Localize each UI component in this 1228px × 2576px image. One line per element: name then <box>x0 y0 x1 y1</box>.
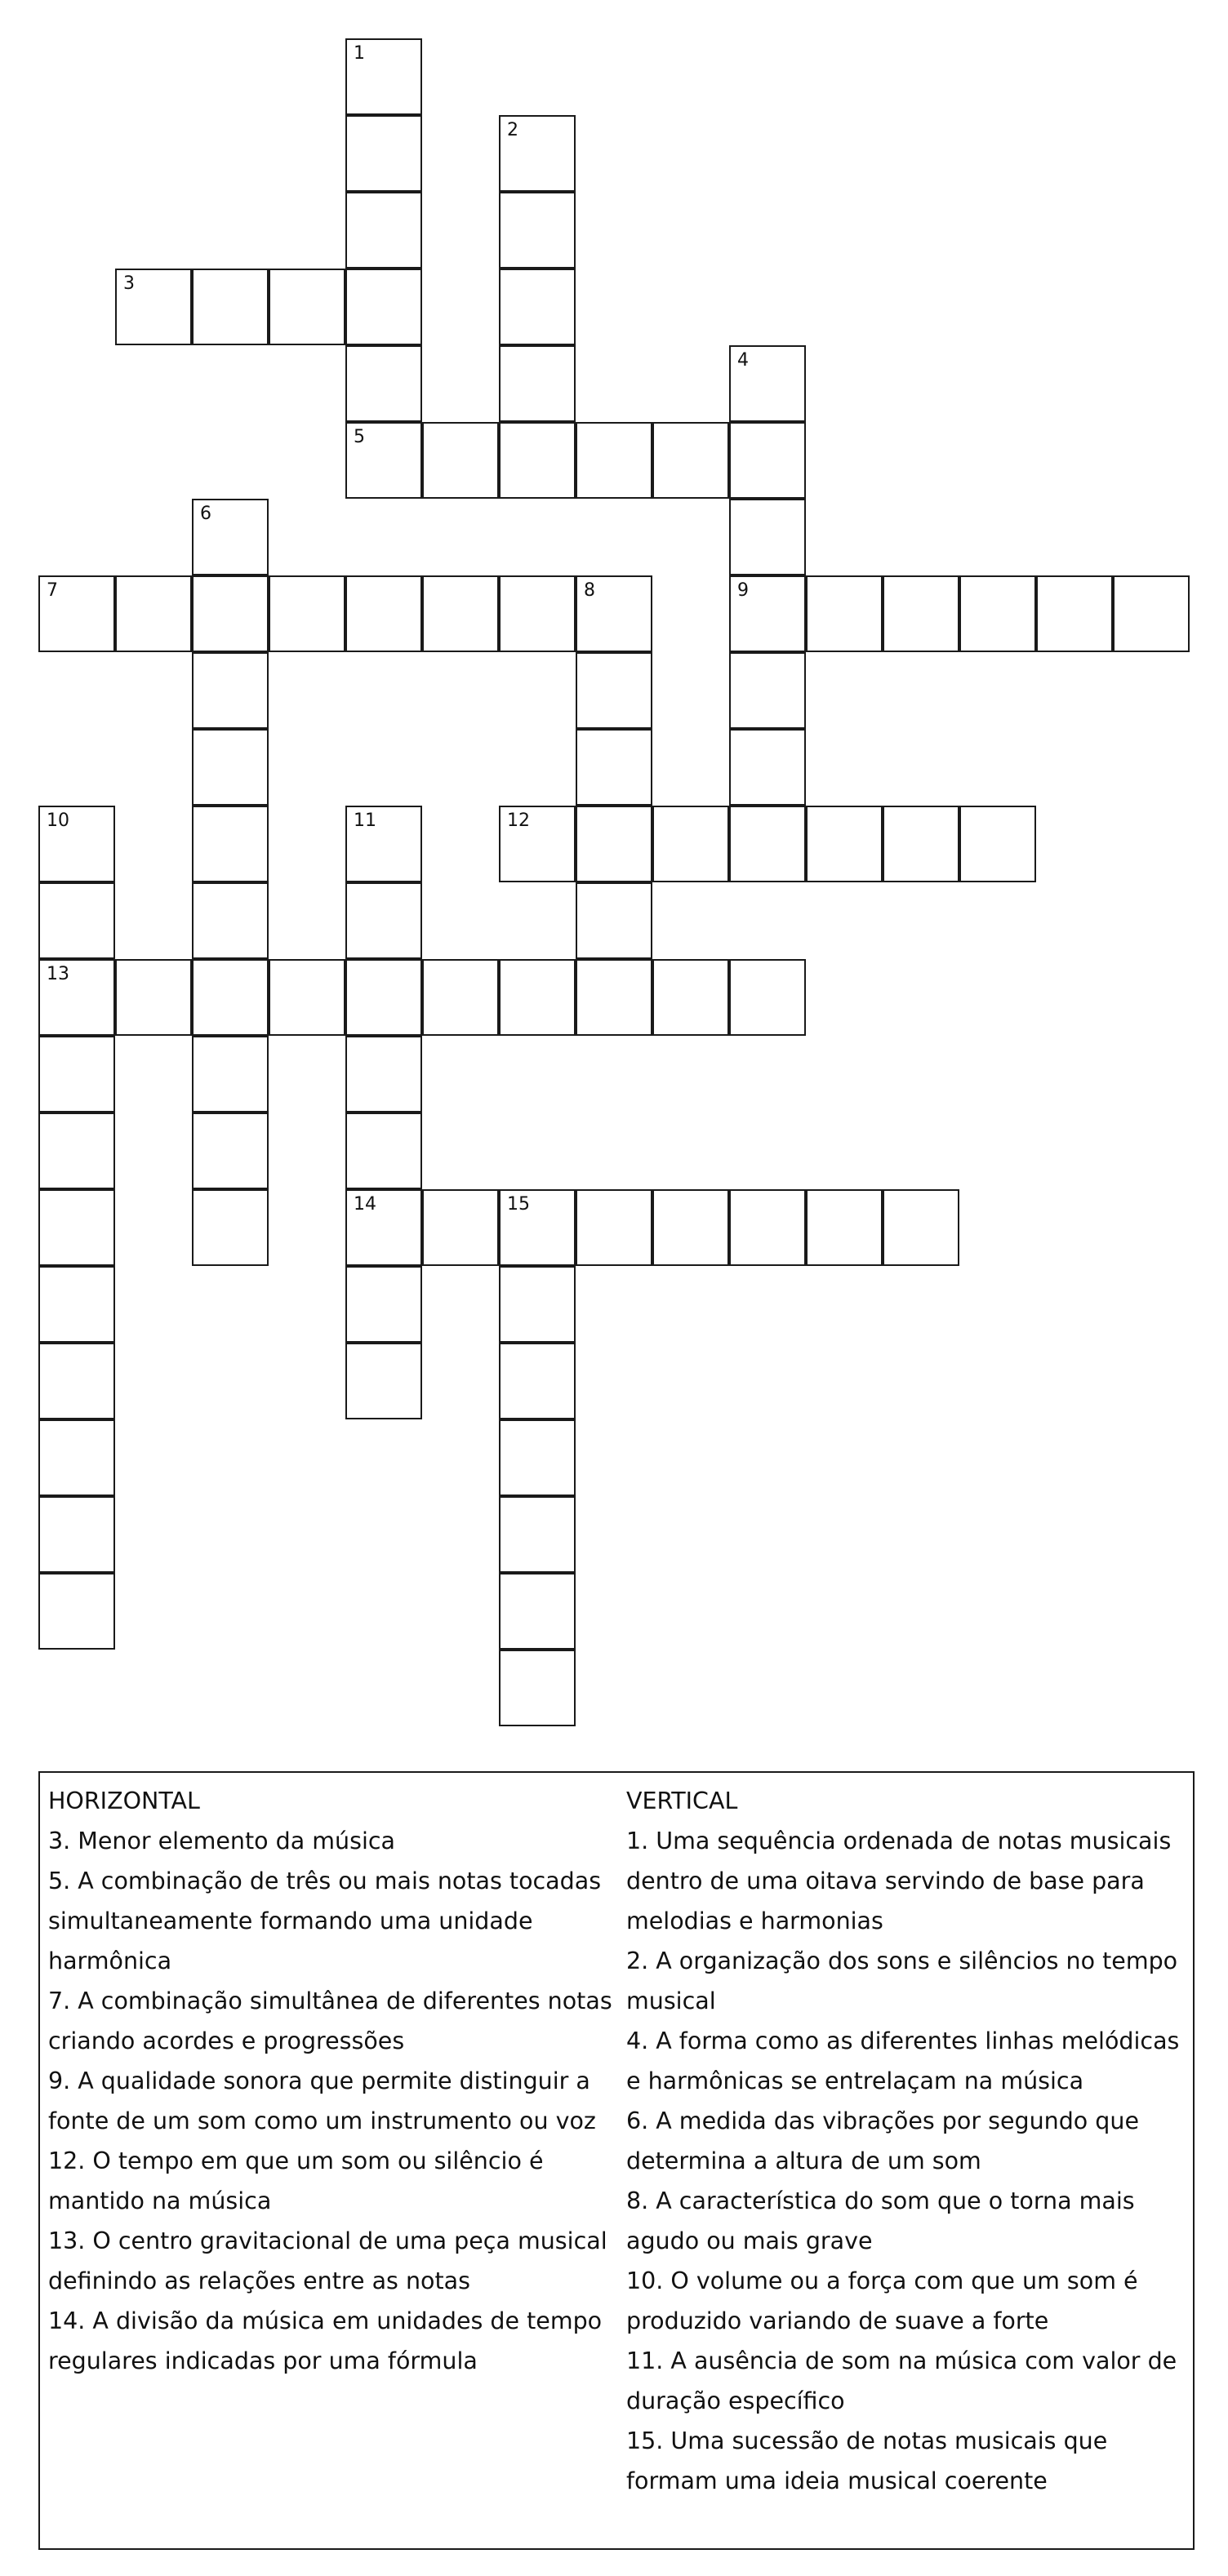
grid-cell[interactable] <box>806 575 883 652</box>
grid-cell[interactable] <box>38 1343 115 1419</box>
grid-cell[interactable] <box>729 729 806 806</box>
grid-cell[interactable] <box>422 422 499 499</box>
clue-number: 15 <box>507 1194 530 1215</box>
grid-cell[interactable] <box>499 959 576 1036</box>
grid-cell[interactable] <box>38 806 115 882</box>
grid-cell[interactable] <box>729 345 806 422</box>
grid-cell[interactable] <box>499 1650 576 1726</box>
grid-cell[interactable] <box>499 806 576 882</box>
grid-cell[interactable] <box>345 38 422 115</box>
grid-cell[interactable] <box>38 1419 115 1496</box>
grid-cell[interactable] <box>345 345 422 422</box>
grid-cell[interactable] <box>959 575 1036 652</box>
grid-cell[interactable] <box>499 1496 576 1573</box>
grid-cell[interactable] <box>115 959 192 1036</box>
vertical-heading: VERTICAL <box>626 1788 738 1814</box>
grid-cell[interactable] <box>883 575 959 652</box>
grid-cell[interactable] <box>345 269 422 345</box>
grid-cell[interactable] <box>576 422 652 499</box>
grid-cell[interactable] <box>38 882 115 959</box>
grid-cell[interactable] <box>729 1189 806 1266</box>
grid-cell[interactable] <box>652 422 729 499</box>
clue-across-13: 13. O centro gravitacional de uma peça musical definindo as relações entre as notas <box>48 2227 607 2294</box>
grid-cell[interactable] <box>729 422 806 499</box>
grid-cell[interactable] <box>38 575 115 652</box>
grid-cell[interactable] <box>269 959 345 1036</box>
grid-cell[interactable] <box>1113 575 1190 652</box>
grid-cell[interactable] <box>345 882 422 959</box>
grid-cell[interactable] <box>38 1496 115 1573</box>
grid-cell[interactable] <box>192 882 269 959</box>
clue-down-15: 15. Uma sucessão de notas musicais que formam uma ideia musical coerente <box>626 2427 1108 2494</box>
grid-cell[interactable] <box>345 959 422 1036</box>
grid-cell[interactable] <box>652 806 729 882</box>
grid-cell[interactable] <box>192 575 269 652</box>
grid-cell[interactable] <box>576 652 652 729</box>
clue-number: 8 <box>584 580 595 601</box>
grid-cell[interactable] <box>499 422 576 499</box>
grid-cell[interactable] <box>38 1036 115 1113</box>
grid-cell[interactable] <box>345 806 422 882</box>
grid-cell[interactable] <box>652 1189 729 1266</box>
grid-cell[interactable] <box>499 575 576 652</box>
clue-number: 12 <box>507 811 530 831</box>
grid-cell[interactable] <box>576 806 652 882</box>
grid-cell[interactable] <box>345 192 422 269</box>
vertical-clues <box>626 1781 1190 2501</box>
grid-cell[interactable] <box>422 575 499 652</box>
grid-cell[interactable] <box>806 806 883 882</box>
clue-across-14: 14. A divisão da música em unidades de tempo regulares indicadas por uma fórmula <box>48 2307 603 2374</box>
grid-cell[interactable] <box>345 115 422 192</box>
grid-cell[interactable] <box>576 575 652 652</box>
clue-number: 7 <box>47 580 58 601</box>
grid-cell[interactable] <box>499 1189 576 1266</box>
clue-across-9: 9. A qualidade sonora que permite distinguir a fonte de um som como um instrumento ou voz <box>48 2067 596 2134</box>
grid-cell[interactable] <box>499 1419 576 1496</box>
clue-down-10: 10. O volume ou a força com que um som é produzido variando de suave a forte <box>626 2267 1138 2334</box>
grid-cell[interactable] <box>38 959 115 1036</box>
clue-across-3: 3. Menor elemento da música <box>48 1828 396 1854</box>
grid-cell[interactable] <box>38 1189 115 1266</box>
grid-cell[interactable] <box>345 1189 422 1266</box>
grid-cell[interactable] <box>422 959 499 1036</box>
grid-cell[interactable] <box>729 499 806 575</box>
clue-down-4: 4. A forma como as diferentes linhas melódicas e harmônicas se entrelaçam na música <box>626 2027 1180 2094</box>
clue-down-11: 11. A ausência de som na música com valor de duração específico <box>626 2347 1177 2414</box>
grid-cell[interactable] <box>499 115 576 192</box>
clue-down-1: 1. Uma sequência ordenada de notas musicais dentro de uma oitava servindo de base para melodias e harmonias <box>626 1828 1172 1934</box>
grid-cell[interactable] <box>576 729 652 806</box>
clue-number: 14 <box>354 1194 376 1215</box>
grid-cell[interactable] <box>192 269 269 345</box>
grid-cell[interactable] <box>345 575 422 652</box>
grid-cell[interactable] <box>883 806 959 882</box>
grid-cell[interactable] <box>499 345 576 422</box>
clue-number: 10 <box>47 811 69 831</box>
clue-number: 1 <box>354 43 365 64</box>
clue-number: 13 <box>47 964 69 984</box>
grid-cell[interactable] <box>499 1266 576 1343</box>
horizontal-heading: HORIZONTAL <box>48 1788 200 1814</box>
grid-cell[interactable] <box>192 806 269 882</box>
grid-cell[interactable] <box>499 192 576 269</box>
grid-cell[interactable] <box>115 575 192 652</box>
grid-cell[interactable] <box>729 806 806 882</box>
grid-cell[interactable] <box>192 959 269 1036</box>
grid-cell[interactable] <box>192 1189 269 1266</box>
grid-cell[interactable] <box>192 499 269 575</box>
grid-cell[interactable] <box>192 1113 269 1189</box>
clue-across-12: 12. O tempo em que um som ou silêncio é mantido na música <box>48 2147 544 2214</box>
grid-cell[interactable] <box>499 1573 576 1650</box>
grid-cell[interactable] <box>38 1573 115 1650</box>
horizontal-clues <box>48 1781 620 2381</box>
grid-cell[interactable] <box>883 1189 959 1266</box>
grid-cell[interactable] <box>806 1189 883 1266</box>
grid-cell[interactable] <box>422 1189 499 1266</box>
clue-across-7: 7. A combinação simultânea de diferentes notas criando acordes e progressões <box>48 1988 612 2054</box>
grid-cell[interactable] <box>345 1343 422 1419</box>
grid-cell[interactable] <box>576 1189 652 1266</box>
clue-down-8: 8. A característica do som que o torna mais agudo ou mais grave <box>626 2187 1135 2254</box>
clues-box <box>38 1771 1195 2550</box>
grid-cell[interactable] <box>729 959 806 1036</box>
grid-cell[interactable] <box>269 269 345 345</box>
grid-cell[interactable] <box>38 1113 115 1189</box>
grid-cell[interactable] <box>115 269 192 345</box>
grid-cell[interactable] <box>652 959 729 1036</box>
grid-cell[interactable] <box>499 1343 576 1419</box>
clue-across-5: 5. A combinação de três ou mais notas tocadas simultaneamente formando uma unidade harmônica <box>48 1868 602 1974</box>
grid-cell[interactable] <box>576 959 652 1036</box>
grid-cell[interactable] <box>345 422 422 499</box>
grid-cell[interactable] <box>345 1113 422 1189</box>
clue-number: 5 <box>354 427 365 447</box>
grid-cell[interactable] <box>345 1036 422 1113</box>
clue-down-6: 6. A medida das vibrações por segundo que determina a altura de um som <box>626 2107 1139 2174</box>
clue-number: 6 <box>200 504 211 524</box>
clue-number: 9 <box>737 580 749 601</box>
grid-cell[interactable] <box>959 806 1036 882</box>
grid-cell[interactable] <box>1036 575 1113 652</box>
clue-number: 3 <box>123 273 135 294</box>
grid-cell[interactable] <box>192 1036 269 1113</box>
grid-cell[interactable] <box>192 652 269 729</box>
grid-cell[interactable] <box>729 575 806 652</box>
clue-number: 4 <box>737 350 749 371</box>
grid-cell[interactable] <box>499 269 576 345</box>
grid-cell[interactable] <box>38 1266 115 1343</box>
clue-number: 11 <box>354 811 376 831</box>
clue-number: 2 <box>507 120 518 140</box>
grid-cell[interactable] <box>729 652 806 729</box>
grid-cell[interactable] <box>192 729 269 806</box>
grid-cell[interactable] <box>345 1266 422 1343</box>
clue-down-2: 2. A organização dos sons e silêncios no tempo musical <box>626 1948 1178 2014</box>
grid-cell[interactable] <box>576 882 652 959</box>
grid-cell[interactable] <box>269 575 345 652</box>
